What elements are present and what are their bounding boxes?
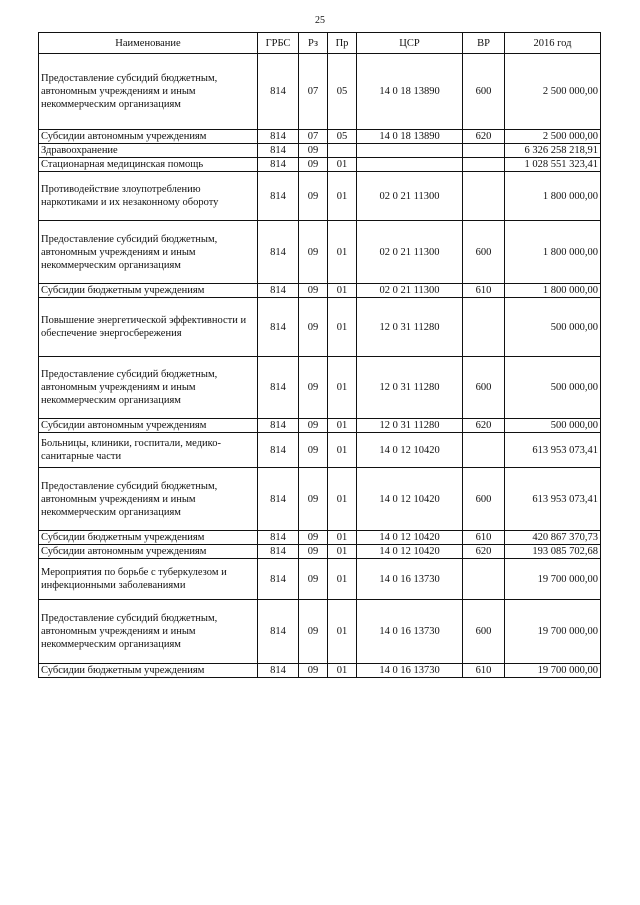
cell-pr: 01 [328, 559, 357, 600]
cell-grbs: 814 [258, 559, 299, 600]
cell-name: Субсидии бюджетным учреждениям [39, 531, 258, 545]
cell-csr [357, 144, 463, 158]
cell-amount: 2 500 000,00 [505, 130, 601, 144]
table-row [39, 172, 601, 221]
cell-rz: 09 [299, 284, 328, 298]
cell-amount: 500 000,00 [505, 357, 601, 419]
cell-grbs: 814 [258, 357, 299, 419]
cell-name: Мероприятия по борьбе с туберкулезом и инфекционными заболеваниями [39, 559, 258, 600]
table-row [39, 284, 601, 298]
cell-csr: 14 0 12 10420 [357, 433, 463, 468]
cell-csr: 14 0 16 13730 [357, 559, 463, 600]
cell-pr [328, 144, 357, 158]
cell-vr [463, 172, 505, 221]
cell-csr: 02 0 21 11300 [357, 172, 463, 221]
cell-pr: 01 [328, 664, 357, 678]
cell-grbs: 814 [258, 284, 299, 298]
cell-pr: 05 [328, 54, 357, 130]
cell-name: Больницы, клиники, госпитали, медико-санитарные части [39, 433, 258, 468]
cell-name: Противодействие злоупотреблению наркотиками и их незаконному обороту [39, 172, 258, 221]
cell-rz: 09 [299, 664, 328, 678]
cell-rz: 09 [299, 172, 328, 221]
table-row [39, 298, 601, 357]
cell-amount: 2 500 000,00 [505, 54, 601, 130]
cell-amount: 613 953 073,41 [505, 433, 601, 468]
cell-pr: 01 [328, 545, 357, 559]
cell-vr: 620 [463, 545, 505, 559]
table-row [39, 600, 601, 664]
cell-rz: 07 [299, 130, 328, 144]
header-name: Наименование [39, 33, 258, 54]
cell-name: Субсидии автономным учреждениям [39, 130, 258, 144]
cell-vr: 600 [463, 357, 505, 419]
table-header-row [39, 33, 601, 54]
header-rz: Рз [299, 33, 328, 54]
budget-table [38, 32, 601, 678]
cell-vr: 610 [463, 284, 505, 298]
cell-rz: 09 [299, 298, 328, 357]
cell-csr [357, 158, 463, 172]
cell-rz: 09 [299, 144, 328, 158]
cell-name: Предоставление субсидий бюджетным, автономным учреждениям и иным некоммерческим организациям [39, 54, 258, 130]
cell-name: Предоставление субсидий бюджетным, автономным учреждениям и иным некоммерческим организациям [39, 600, 258, 664]
cell-amount: 1 800 000,00 [505, 284, 601, 298]
table-row [39, 468, 601, 531]
table-row [39, 130, 601, 144]
cell-name: Предоставление субсидий бюджетным, автономным учреждениям и иным некоммерческим организациям [39, 221, 258, 284]
cell-amount: 500 000,00 [505, 419, 601, 433]
cell-rz: 09 [299, 545, 328, 559]
cell-amount: 19 700 000,00 [505, 600, 601, 664]
cell-rz: 09 [299, 221, 328, 284]
table-row [39, 419, 601, 433]
cell-amount: 193 085 702,68 [505, 545, 601, 559]
cell-vr [463, 158, 505, 172]
cell-pr: 01 [328, 600, 357, 664]
cell-grbs: 814 [258, 468, 299, 531]
cell-name: Субсидии автономным учреждениям [39, 545, 258, 559]
table-row [39, 221, 601, 284]
cell-rz: 09 [299, 468, 328, 531]
cell-grbs: 814 [258, 433, 299, 468]
cell-grbs: 814 [258, 545, 299, 559]
cell-rz: 07 [299, 54, 328, 130]
cell-csr: 14 0 12 10420 [357, 531, 463, 545]
cell-name: Здравоохранение [39, 144, 258, 158]
header-pr: Пр [328, 33, 357, 54]
cell-vr: 620 [463, 419, 505, 433]
cell-csr: 14 0 18 13890 [357, 54, 463, 130]
table-row [39, 664, 601, 678]
cell-name: Субсидии бюджетным учреждениям [39, 664, 258, 678]
cell-name: Предоставление субсидий бюджетным, автономным учреждениям и иным некоммерческим организациям [39, 468, 258, 531]
table-row [39, 54, 601, 130]
cell-rz: 09 [299, 600, 328, 664]
cell-rz: 09 [299, 158, 328, 172]
cell-pr: 01 [328, 468, 357, 531]
cell-amount: 500 000,00 [505, 298, 601, 357]
cell-csr: 12 0 31 11280 [357, 357, 463, 419]
cell-vr [463, 559, 505, 600]
cell-rz: 09 [299, 357, 328, 419]
table-row [39, 158, 601, 172]
cell-vr [463, 298, 505, 357]
cell-vr: 620 [463, 130, 505, 144]
cell-name: Стационарная медицинская помощь [39, 158, 258, 172]
cell-amount: 19 700 000,00 [505, 559, 601, 600]
cell-pr: 01 [328, 419, 357, 433]
header-grbs: ГРБС [258, 33, 299, 54]
table-row [39, 559, 601, 600]
cell-pr: 05 [328, 130, 357, 144]
cell-amount: 420 867 370,73 [505, 531, 601, 545]
cell-csr: 14 0 12 10420 [357, 545, 463, 559]
cell-amount: 1 800 000,00 [505, 172, 601, 221]
cell-pr: 01 [328, 433, 357, 468]
header-csr: ЦСР [357, 33, 463, 54]
cell-rz: 09 [299, 419, 328, 433]
cell-vr: 600 [463, 54, 505, 130]
page-number: 25 [315, 15, 325, 26]
cell-grbs: 814 [258, 531, 299, 545]
cell-rz: 09 [299, 559, 328, 600]
cell-vr: 600 [463, 221, 505, 284]
cell-rz: 09 [299, 433, 328, 468]
cell-pr: 01 [328, 221, 357, 284]
table-row [39, 531, 601, 545]
cell-csr: 02 0 21 11300 [357, 221, 463, 284]
cell-grbs: 814 [258, 130, 299, 144]
table-row [39, 545, 601, 559]
cell-csr: 02 0 21 11300 [357, 284, 463, 298]
cell-grbs: 814 [258, 600, 299, 664]
cell-pr: 01 [328, 298, 357, 357]
cell-pr: 01 [328, 531, 357, 545]
cell-rz: 09 [299, 531, 328, 545]
cell-pr: 01 [328, 357, 357, 419]
table-row [39, 144, 601, 158]
cell-csr: 14 0 12 10420 [357, 468, 463, 531]
cell-grbs: 814 [258, 54, 299, 130]
cell-grbs: 814 [258, 298, 299, 357]
cell-grbs: 814 [258, 221, 299, 284]
cell-csr: 12 0 31 11280 [357, 419, 463, 433]
cell-vr [463, 433, 505, 468]
cell-amount: 1 800 000,00 [505, 221, 601, 284]
cell-name: Субсидии бюджетным учреждениям [39, 284, 258, 298]
cell-name: Субсидии автономным учреждениям [39, 419, 258, 433]
cell-name: Предоставление субсидий бюджетным, автономным учреждениям и иным некоммерческим организациям [39, 357, 258, 419]
cell-grbs: 814 [258, 158, 299, 172]
header-vr: ВР [463, 33, 505, 54]
cell-vr: 610 [463, 531, 505, 545]
cell-pr: 01 [328, 284, 357, 298]
cell-grbs: 814 [258, 419, 299, 433]
cell-grbs: 814 [258, 664, 299, 678]
cell-name: Повышение энергетической эффективности и обеспечение энергосбережения [39, 298, 258, 357]
cell-pr: 01 [328, 172, 357, 221]
table-row [39, 357, 601, 419]
cell-csr: 14 0 16 13730 [357, 600, 463, 664]
cell-vr [463, 144, 505, 158]
cell-vr: 610 [463, 664, 505, 678]
cell-amount: 613 953 073,41 [505, 468, 601, 531]
cell-grbs: 814 [258, 144, 299, 158]
cell-grbs: 814 [258, 172, 299, 221]
cell-pr: 01 [328, 158, 357, 172]
cell-csr: 14 0 18 13890 [357, 130, 463, 144]
cell-amount: 1 028 551 323,41 [505, 158, 601, 172]
cell-csr: 14 0 16 13730 [357, 664, 463, 678]
cell-amount: 6 326 258 218,91 [505, 144, 601, 158]
cell-vr: 600 [463, 600, 505, 664]
cell-amount: 19 700 000,00 [505, 664, 601, 678]
header-year: 2016 год [505, 33, 601, 54]
table-row [39, 433, 601, 468]
cell-vr: 600 [463, 468, 505, 531]
cell-csr: 12 0 31 11280 [357, 298, 463, 357]
